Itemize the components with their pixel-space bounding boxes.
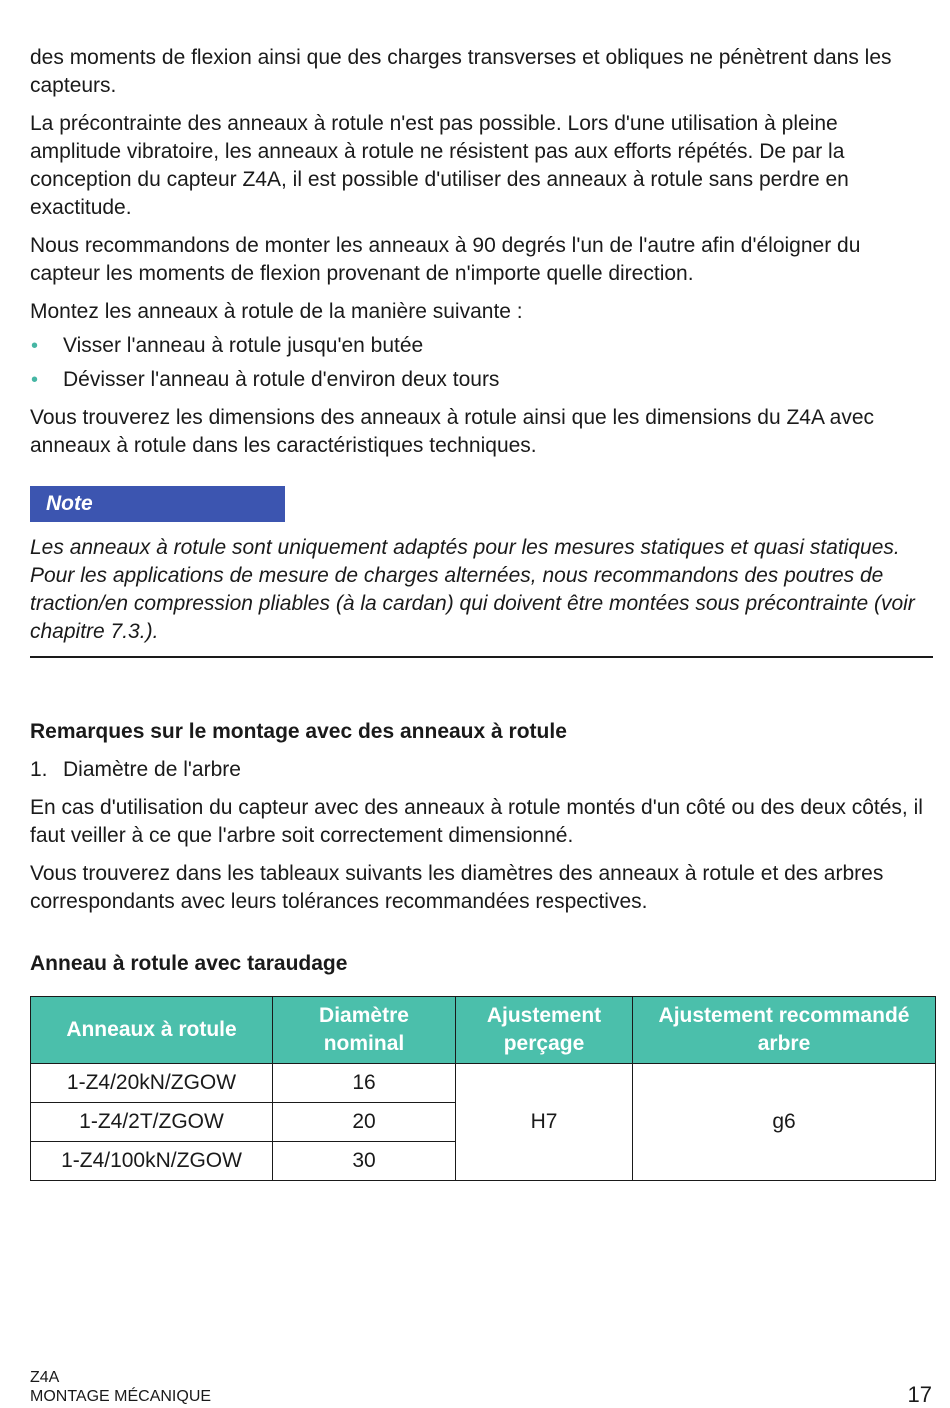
note-label: Note bbox=[30, 486, 285, 522]
cell-diameter: 16 bbox=[273, 1064, 456, 1103]
cell-model: 1-Z4/100kN/ZGOW bbox=[31, 1142, 273, 1181]
paragraph-mounting-intro: Montez les anneaux à rotule de la manière suivante : bbox=[30, 300, 523, 323]
page-footer bbox=[30, 1368, 211, 1406]
mounting-steps-list bbox=[30, 332, 933, 394]
cell-model: 1-Z4/2T/ZGOW bbox=[31, 1103, 273, 1142]
cell-diameter: 20 bbox=[273, 1103, 456, 1142]
header-shaft-fit: Ajustement recommandé arbre bbox=[633, 997, 936, 1064]
footer-product: Z4A bbox=[30, 1369, 60, 1386]
bullet-icon: • bbox=[31, 335, 39, 357]
rod-end-table bbox=[30, 996, 936, 1181]
section-heading: Remarques sur le montage avec des anneaux à rotule bbox=[30, 720, 567, 743]
header-rod-ends: Anneaux à rotule bbox=[31, 997, 273, 1064]
bullet-icon: • bbox=[31, 369, 39, 391]
item-number: 1. bbox=[30, 758, 48, 781]
item-text: Diamètre de l'arbre bbox=[63, 758, 241, 781]
cell-shaft-fit: g6 bbox=[633, 1064, 936, 1181]
paragraph-shaft-sizing: En cas d'utilisation du capteur avec des anneaux à rotule montés d'un côté ou des deux côtés, il faut veiller à ce que l'arbre soit correctement dimensionné. bbox=[30, 796, 923, 847]
cell-model: 1-Z4/20kN/ZGOW bbox=[31, 1064, 273, 1103]
header-nominal-diameter: Diamètre nominal bbox=[273, 997, 456, 1064]
cell-bore-fit: H7 bbox=[456, 1064, 633, 1181]
page-number: 17 bbox=[907, 1382, 932, 1407]
list-item: • Visser l'anneau à rotule jusqu'en butée bbox=[30, 332, 933, 360]
list-item: • Dévisser l'anneau à rotule d'environ deux tours bbox=[30, 366, 933, 394]
paragraph-mounting-angle: Nous recommandons de monter les anneaux à 90 degrés l'un de l'autre afin d'éloigner du capteur les moments de flexion provenant de n'importe quelle direction. bbox=[30, 234, 861, 285]
paragraph-tables-reference: Vous trouverez dans les tableaux suivants les diamètres des anneaux à rotule et des arbres correspondants avec leurs tolérances recommandées respectives. bbox=[30, 862, 884, 913]
cell-diameter: 30 bbox=[273, 1142, 456, 1181]
paragraph-dimensions-reference: Vous trouverez les dimensions des anneaux à rotule ainsi que les dimensions du Z4A avec anneaux à rotule dans les caractéristiques techniques. bbox=[30, 406, 874, 457]
paragraph-preload: La précontrainte des anneaux à rotule n'est pas possible. Lors d'une utilisation à pleine amplitude vibratoire, les anneaux à rotule ne résistent pas aux efforts répétés. De par la conception du capteur Z4A, il est possible d'utiliser des anneaux à rotule sans perdre en exactitude. bbox=[30, 112, 849, 219]
document-page bbox=[30, 44, 933, 1181]
header-bore-fit: Ajustement perçage bbox=[456, 997, 633, 1064]
table-heading: Anneau à rotule avec taraudage bbox=[30, 952, 348, 975]
table-row bbox=[31, 1064, 936, 1103]
paragraph-bending-moments: des moments de flexion ainsi que des charges transverses et obliques ne pénètrent dans les capteurs. bbox=[30, 46, 892, 97]
table-header-row bbox=[31, 997, 936, 1064]
numbered-item bbox=[30, 756, 933, 784]
note-text: Les anneaux à rotule sont uniquement adaptés pour les mesures statiques et quasi statiques. Pour les applications de mesure de charges alternées, nous recommandons des poutres de traction/en compression pliables (à la cardan) qui doivent être montées sous précontrainte (voir chapitre 7.3.). bbox=[30, 534, 933, 658]
footer-chapter: MONTAGE MÉCANIQUE bbox=[30, 1388, 212, 1405]
